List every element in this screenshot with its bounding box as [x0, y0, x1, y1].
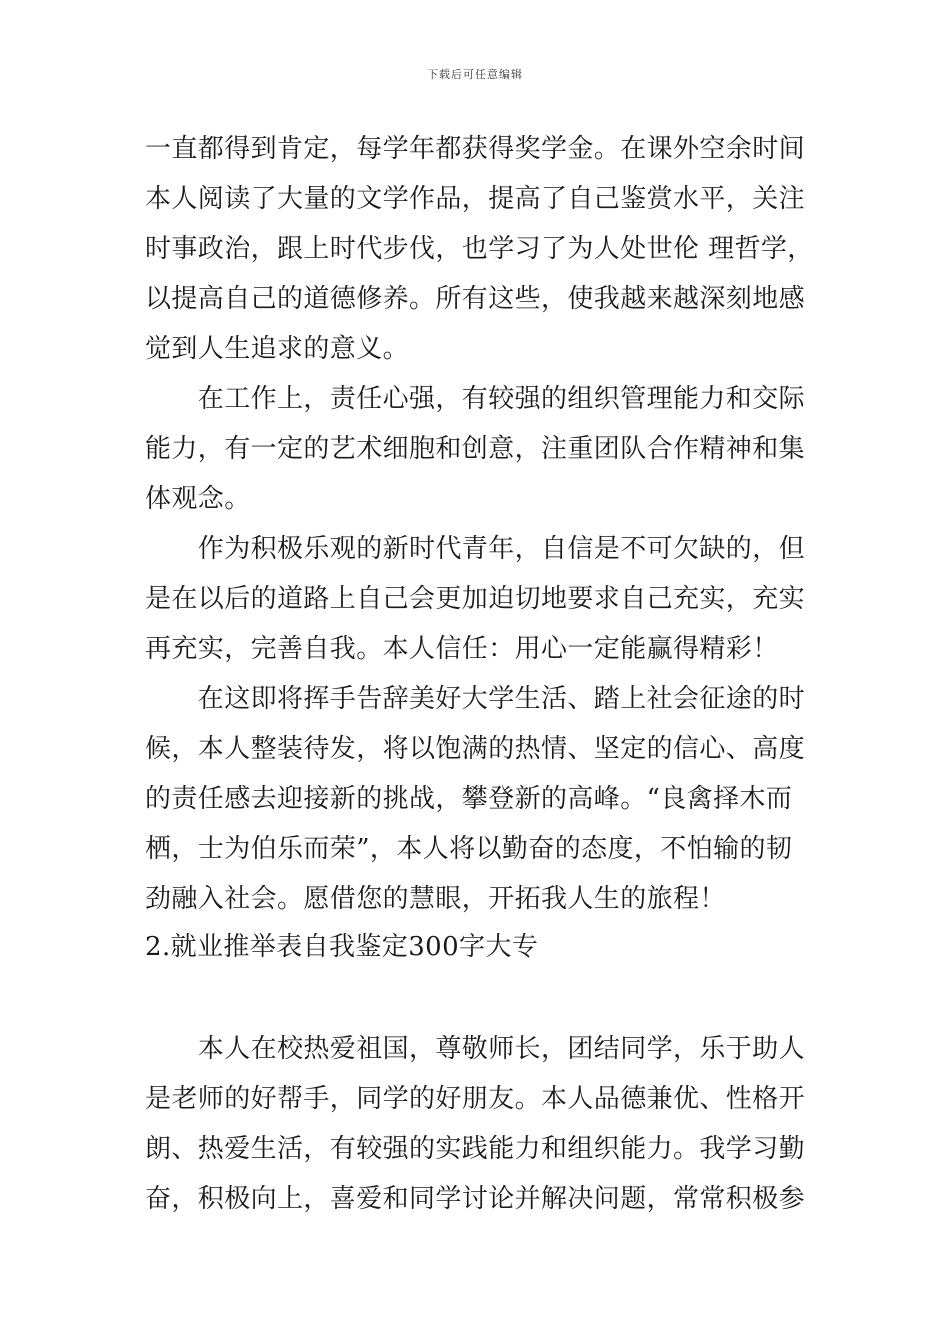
text-line: 本人在校热爱祖国，尊敬师长，团结同学，乐于助人: [145, 1034, 806, 1064]
text-line: 觉到人生追求的意义。: [145, 334, 410, 364]
text-line: 本人阅读了大量的文学作品，提高了自己鉴赏水平，关注: [145, 184, 806, 214]
text-line: 朗、热爱生活，有较强的实践能力和组织能力。我学习勤: [145, 1134, 806, 1164]
text-line: 劲融入社会。愿借您的慧眼，开拓我人生的旅程！: [145, 884, 726, 914]
text-line: 候，本人整装待发，将以饱满的热情、坚定的信心、高度: [145, 734, 806, 764]
text-line: 再充实，完善自我。本人信任：用心一定能赢得精彩！: [145, 634, 779, 664]
text-line: 在这即将挥手告辞美好大学生活、踏上社会征途的时: [145, 684, 806, 714]
text-line: 是老师的好帮手，同学的好朋友。本人品德兼优、性格开: [145, 1084, 806, 1114]
section-heading: 2.就业推举表自我鉴定300字大专: [145, 932, 539, 962]
text-line: 奋，积极向上，喜爱和同学讨论并解决问题，常常积极参: [145, 1184, 806, 1214]
text-line: 是在以后的道路上自己会更加迫切地要求自己充实，充实: [145, 584, 806, 614]
page-header: 下载后可任意编辑: [427, 68, 523, 81]
text-line: 作为积极乐观的新时代青年，自信是不可欠缺的，但: [145, 534, 806, 564]
text-line: 栖，士为伯乐而荣”，本人将以勤奋的态度，不怕输的韧: [145, 834, 793, 864]
text-line: 体观念。: [145, 484, 251, 514]
text-line: 时事政治，跟上时代步伐，也学习了为人处世伦 理哲学，: [145, 234, 814, 264]
text-line: 在工作上，责任心强，有较强的组织管理能力和交际: [145, 384, 806, 414]
text-line: 以提高自己的道德修养。所有这些，使我越来越深刻地感: [145, 284, 806, 314]
text-line: 能力，有一定的艺术细胞和创意，注重团队合作精神和集: [145, 434, 806, 464]
text-line: 一直都得到肯定，每学年都获得奖学金。在课外空余时间: [145, 134, 806, 164]
text-line: 的责任感去迎接新的挑战，攀登新的高峰。“良禽择木而: [145, 784, 793, 814]
